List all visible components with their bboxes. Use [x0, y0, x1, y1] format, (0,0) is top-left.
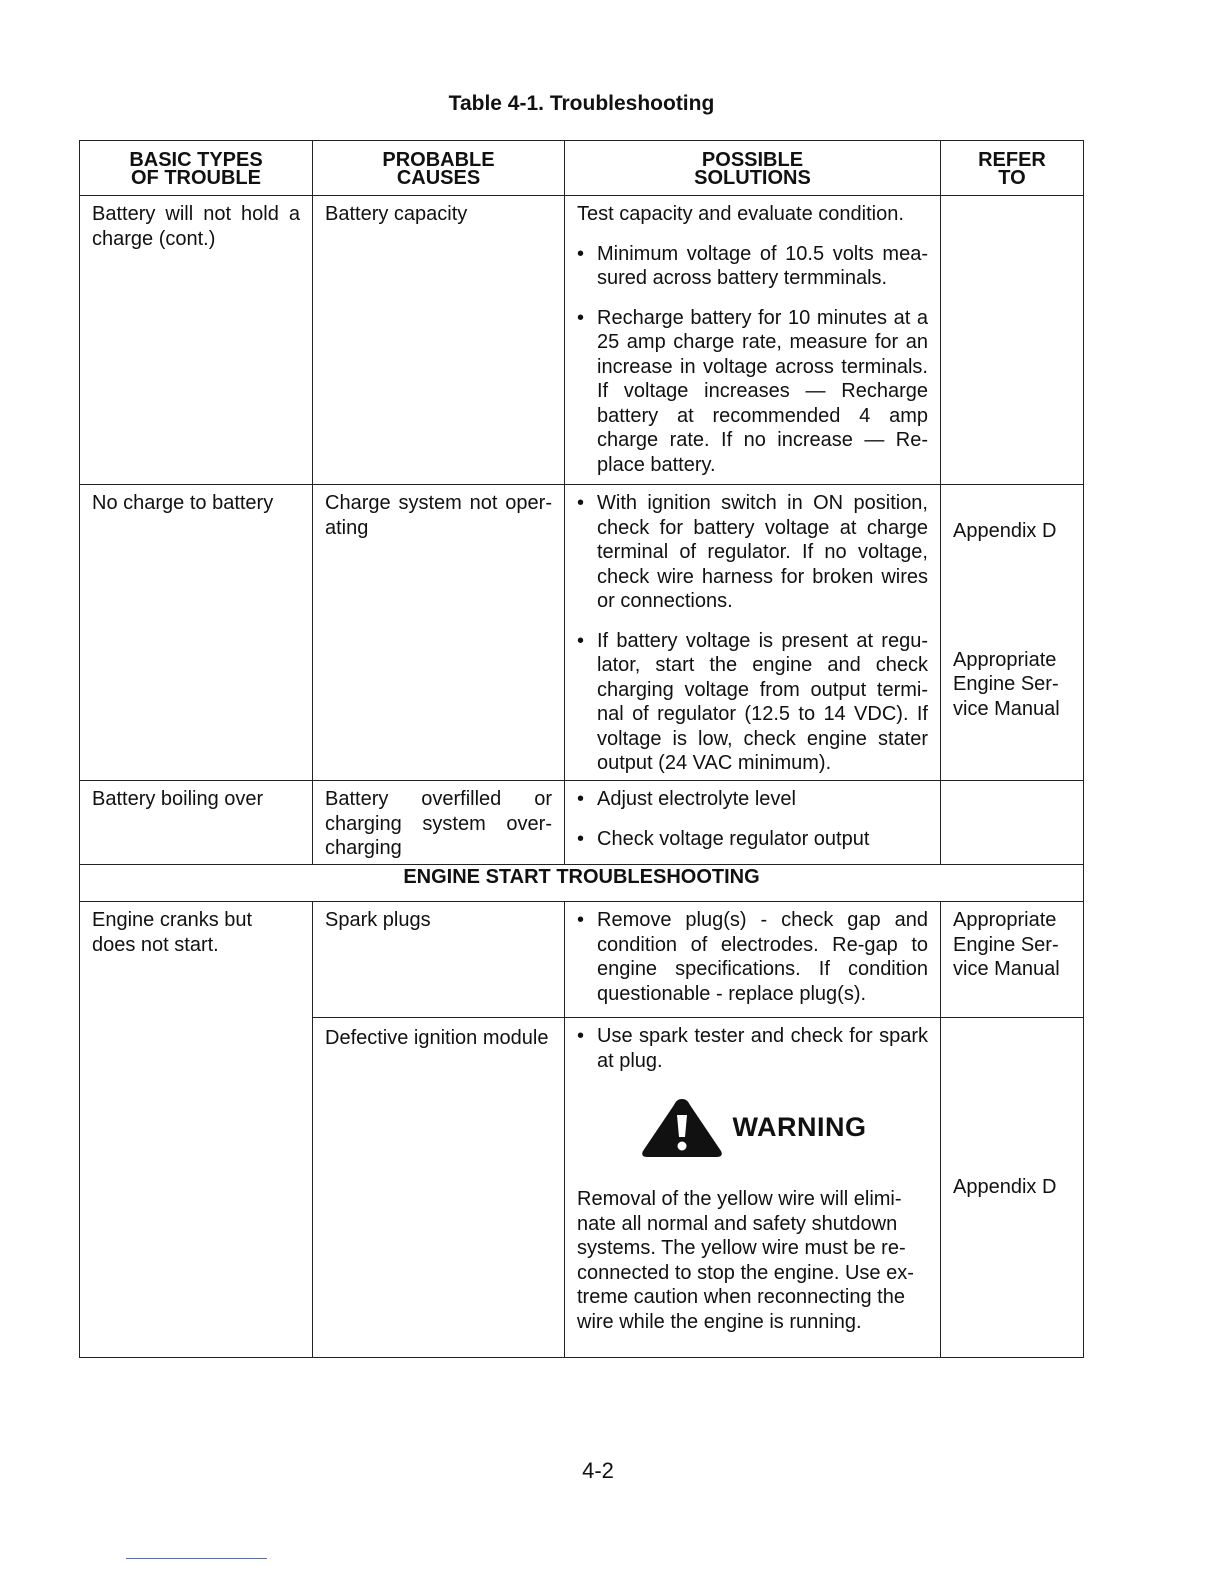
solution-cell: [565, 781, 941, 865]
solution-cell: [565, 196, 941, 485]
troubleshooting-table: [79, 140, 1084, 1358]
cause-cell: Charge system not oper-ating: [313, 485, 565, 781]
solution-cell: [565, 485, 941, 781]
trouble-cell: No charge to battery: [80, 485, 313, 781]
trouble-cell: Battery will not hold a charge (cont.): [80, 196, 313, 485]
header-refer-to: REFER TO: [941, 141, 1084, 196]
refer-cell: Appropriate Engine Ser-vice Manual: [941, 902, 1084, 1018]
list-item: • Check voltage regulator output: [577, 827, 870, 850]
table-row: [80, 485, 1084, 781]
list-item: • If battery voltage is present at regu-lator, start the engine and check charging voltage from output termi-nal of regulator (12.5 to 14 VDC). If voltage is low, check engine stater output (24 VAC minimum).: [577, 629, 928, 774]
table-row: [80, 196, 1084, 485]
cause-cell: Spark plugs: [313, 902, 565, 1018]
header-possible-solutions: POSSIBLE SOLUTIONS: [565, 141, 941, 196]
list-item: • Adjust electrolyte level: [577, 788, 796, 810]
trouble-cell: Battery boiling over: [80, 781, 313, 865]
table-row: [80, 781, 1084, 865]
solution-intro: Test capacity and evaluate condition.: [577, 203, 904, 225]
header-probable-causes: PROBABLE CAUSES: [313, 141, 565, 196]
list-item: • Minimum voltage of 10.5 volts mea-sured across battery termminals.: [577, 242, 928, 289]
solution-cell: [565, 1018, 941, 1358]
list-item: • With ignition switch in ON position, check for battery voltage at charge terminal of regulator. If no voltage, check wire harness for broken wires or connections.: [577, 492, 928, 612]
solution-cell: [565, 902, 941, 1018]
warning-callout: [577, 1095, 928, 1159]
section-title: ENGINE START TROUBLESHOOTING: [80, 865, 1084, 902]
trouble-cell: Engine cranks but does not start.: [80, 902, 313, 1358]
refer-cell: [941, 485, 1084, 781]
refer-cell: [941, 781, 1084, 865]
cause-cell: Defective ignition module: [313, 1018, 565, 1358]
footer-rule: [126, 1558, 267, 1559]
list-item: • Use spark tester and check for spark at plug.: [577, 1025, 928, 1072]
warning-text: Removal of the yellow wire will elimi-nate all normal and safety shutdown systems. The yellow wire must be re-connected to stop the engine. Use ex-treme caution when reconnecting the wire while the engine is running.: [577, 1188, 914, 1333]
header-row: [80, 141, 1084, 196]
page-title: Table 4-1. Troubleshooting: [448, 92, 715, 115]
cause-cell: Battery overfilled or charging system over-charging: [313, 781, 565, 865]
table-row: [80, 902, 1084, 1018]
warning-icon: [639, 1095, 725, 1159]
cause-cell: Battery capacity: [313, 196, 565, 485]
refer-cell: Appendix D: [941, 1018, 1084, 1358]
refer-text: Appendix D: [953, 520, 1057, 542]
page-number: 4-2: [582, 1458, 614, 1483]
refer-cell: [941, 196, 1084, 485]
list-item: • Recharge battery for 10 minutes at a 25 amp charge rate, measure for an increase in voltage across terminals. If voltage increases — Recharge battery at recommended 4 amp charge rate. If no increase — Re-place battery.: [577, 306, 928, 476]
section-row: [80, 865, 1084, 902]
header-basic-types: BASIC TYPES OF TROUBLE: [80, 141, 313, 196]
list-item: • Remove plug(s) - check gap and condition of electrodes. Re-gap to engine specifications. If condition questionable - replace plug(s).: [577, 909, 928, 1005]
warning-label: WARNING: [732, 1111, 867, 1142]
refer-text: Appropriate Engine Ser-vice Manual: [953, 648, 1060, 720]
